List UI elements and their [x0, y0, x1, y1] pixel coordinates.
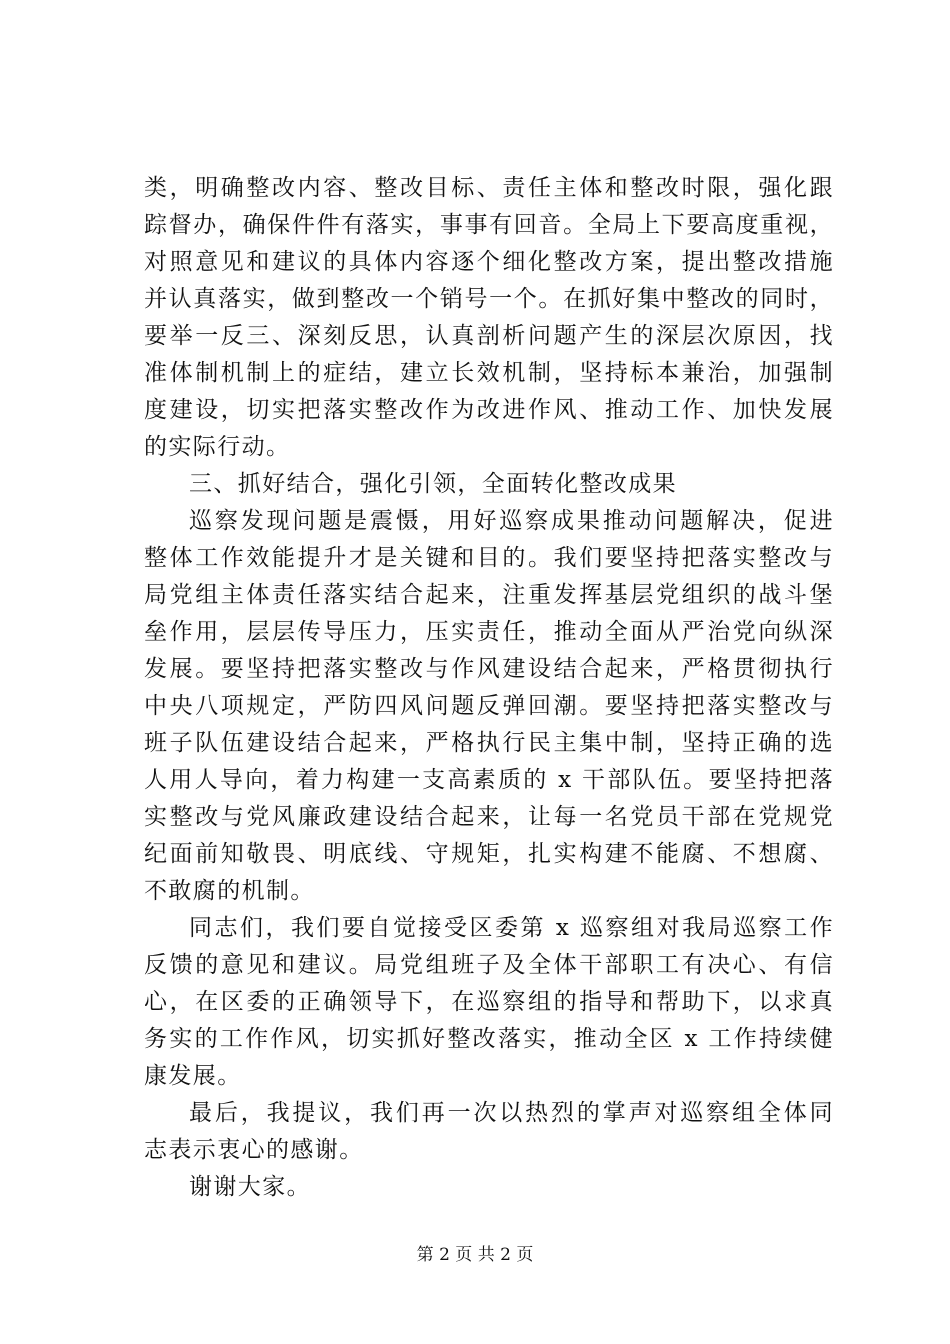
document-body: [144, 170, 834, 1206]
text-line: 同志们，我们要自觉接受区委第 x 巡察组对我局巡察工作: [189, 915, 834, 941]
text-line: 最后，我提议，我们再一次以热烈的掌声对巡察组全体同: [189, 1100, 834, 1126]
text-line: 度建设，切实把落实整改作为改进作风、推动工作、加快发展: [144, 397, 834, 423]
text-line: 纪面前知敬畏、明底线、守规矩，扎实构建不能腐、不想腐、: [144, 841, 834, 867]
text-line: 整体工作效能提升才是关键和目的。我们要坚持把落实整改与: [144, 545, 834, 571]
text-line: 心，在区委的正确领导下，在巡察组的指导和帮助下，以求真: [144, 989, 834, 1015]
text-line: 康发展。: [144, 1063, 242, 1089]
text-line: 反馈的意见和建议。局党组班子及全体干部职工有决心、有信: [144, 952, 834, 978]
text-line: 人用人导向，着力构建一支高素质的 x 干部队伍。要坚持把落: [144, 767, 834, 793]
text-line: 的实际行动。: [144, 434, 291, 460]
text-line: 不敢腐的机制。: [144, 878, 315, 904]
text-line: 要举一反三、深刻反思，认真剖析问题产生的深层次原因，找: [144, 323, 834, 349]
text-line: 准体制机制上的症结，建立长效机制，坚持标本兼治，加强制: [144, 360, 834, 386]
text-line: 三、抓好结合，强化引领，全面转化整改成果: [189, 471, 677, 497]
text-line: 局党组主体责任落实结合起来，注重发挥基层党组织的战斗堡: [144, 582, 834, 608]
text-line: 中央八项规定，严防四风问题反弹回潮。要坚持把落实整改与: [144, 693, 834, 719]
text-line: 实整改与党风廉政建设结合起来，让每一名党员干部在党规党: [144, 804, 834, 830]
text-line: 志表示衷心的感谢。: [144, 1137, 364, 1163]
text-line: 踪督办，确保件件有落实，事事有回音。全局上下要高度重视，: [144, 212, 834, 238]
text-line: 类，明确整改内容、整改目标、责任主体和整改时限，强化跟: [144, 175, 834, 201]
text-line: 对照意见和建议的具体内容逐个细化整改方案，提出整改措施: [144, 249, 834, 275]
text-line: 巡察发现问题是震慑，用好巡察成果推动问题解决，促进: [189, 508, 834, 534]
text-line: 班子队伍建设结合起来，严格执行民主集中制，坚持正确的选: [144, 730, 834, 756]
text-line: 谢谢大家。: [189, 1174, 311, 1200]
page-footer: 第 2 页 共 2 页: [416, 1245, 534, 1265]
text-line: 发展。要坚持把落实整改与作风建设结合起来，严格贯彻执行: [144, 656, 834, 682]
text-line: 垒作用，层层传导压力，压实责任，推动全面从严治党向纵深: [144, 619, 834, 645]
text-line: 务实的工作作风，切实抓好整改落实，推动全区 x 工作持续健: [144, 1026, 834, 1052]
text-line: 并认真落实，做到整改一个销号一个。在抓好集中整改的同时，: [144, 286, 834, 312]
